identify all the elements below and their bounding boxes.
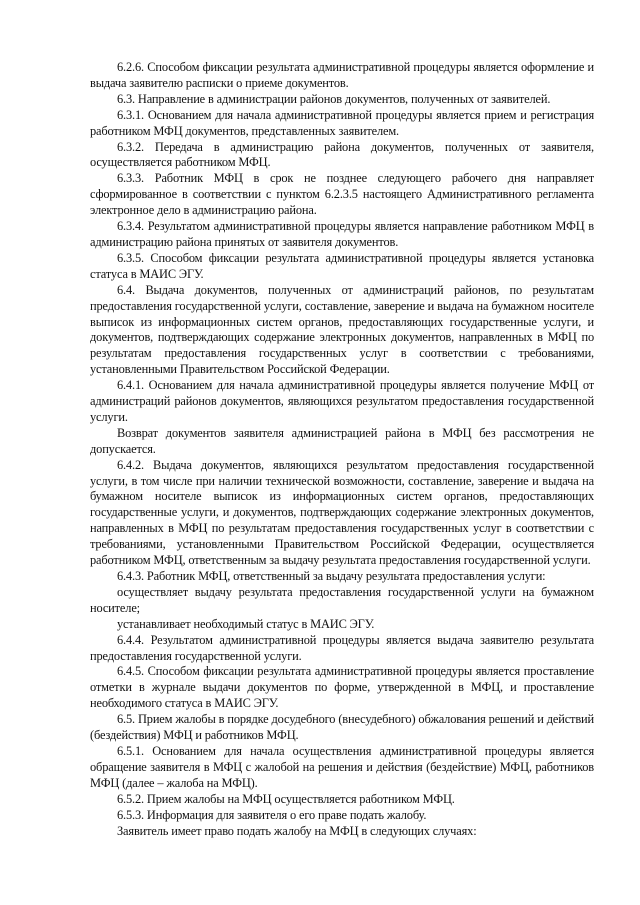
paragraph-6-4-4: 6.4.4. Результатом административной процедуры является выдача заявителю результата предоставления государственной услуги.: [90, 632, 594, 663]
paragraph-6-5-2: 6.5.2. Прием жалобы на МФЦ осуществляется работником МФЦ.: [117, 791, 455, 806]
paragraph-6-4-2: 6.4.2. Выдача документов, являющихся результатом предоставления государственной услуги, в том числе при наличии технической возможности, составление, заверение и выдача на бумажном носителе выписок из информационных систем органов, предоставляющих государственные услуги, и документов, подтверждающих содержание электронных документов, направленных в МФЦ по результатам предоставления государственных услуг в соответствии с требованиями, установленными Правительством Российской Федерации, осуществляется работником МФЦ, ответственным за выдачу результата предоставления государственной услуги.: [90, 457, 594, 568]
paragraph-6-4-5: 6.4.5. Способом фиксации результата административной процедуры является проставление отметки в журнале выдачи документов по форме, утвержденной в МФЦ, и проставление необходимого статуса в МАИС ЭГУ.: [90, 664, 594, 711]
paragraph-6-3-2: 6.3.2. Передача в администрацию района документов, полученных от заявителя, осуществляется работником МФЦ.: [90, 139, 594, 170]
paragraph-6-3: 6.3. Направление в администрации районов документов, полученных от заявителей.: [117, 91, 551, 106]
paragraph-6-3-5: 6.3.5. Способом фиксации результата административной процедуры является установка статуса в МАИС ЭГУ.: [90, 250, 594, 281]
paragraph-6-3-4: 6.3.4. Результатом административной процедуры является направление работником МФЦ в администрацию района принятых от заявителя документов.: [90, 219, 594, 249]
document-body: [90, 60, 594, 839]
paragraph-6-3-3: 6.3.3. Работник МФЦ в срок не позднее следующего рабочего дня направляет сформированное в соответствии с пунктом 6.2.3.5 настоящего Административного регламента электронное дело в администрацию района.: [90, 171, 594, 218]
paragraph-return-note: Возврат документов заявителя администрацией района в МФЦ без рассмотрения не допускается.: [90, 425, 594, 456]
paragraph-6-4: 6.4. Выдача документов, полученных от администраций районов, по результатам предоставления государственной услуги, составление, заверение и выдача на бумажном носителе выписок из информационных систем органов, предоставляющих государственные услуги, и документов, подтверждающих содержание электронных документов, направленных в МФЦ по результатам предоставления государственных услуг в соответствии с требованиями, установленными Правительством Российской Федерации.: [90, 282, 594, 377]
paragraph-set-status: устанавливает необходимый статус в МАИС ЭГУ.: [117, 616, 375, 631]
paragraph-6-5-1: 6.5.1. Основанием для начала осуществления административной процедуры является обращение заявителя в МФЦ с жалобой на решения и действия (бездействие) МФЦ, работников МФЦ (далее – жалоба на МФЦ).: [90, 743, 594, 790]
paragraph-6-5: 6.5. Прием жалобы в порядке досудебного (внесудебного) обжалования решений и действий (бездействия) МФЦ и работников МФЦ.: [90, 712, 594, 743]
paragraph-6-4-3: 6.4.3. Работник МФЦ, ответственный за выдачу результата предоставления услуги:: [117, 569, 546, 583]
paragraph-complaint-cases: Заявитель имеет право подать жалобу на МФЦ в следующих случаях:: [117, 823, 477, 838]
paragraph-6-2-6: 6.2.6. Способом фиксации результата административной процедуры является оформление и выдача заявителю расписки о приеме документов.: [90, 60, 594, 90]
paragraph-6-3-1: 6.3.1. Основанием для начала административной процедуры является прием и регистрация работником МФЦ документов, представленных заявителем.: [90, 107, 594, 138]
paragraph-issue-paper: осуществляет выдачу результата предоставления государственной услуги на бумажном носителе;: [90, 584, 594, 615]
paragraph-6-5-3: 6.5.3. Информация для заявителя о его праве подать жалобу.: [117, 807, 427, 822]
paragraph-6-4-1: 6.4.1. Основанием для начала административной процедуры является получение МФЦ от администраций районов документов, являющихся результатом предоставления государственной услуги.: [90, 378, 594, 424]
